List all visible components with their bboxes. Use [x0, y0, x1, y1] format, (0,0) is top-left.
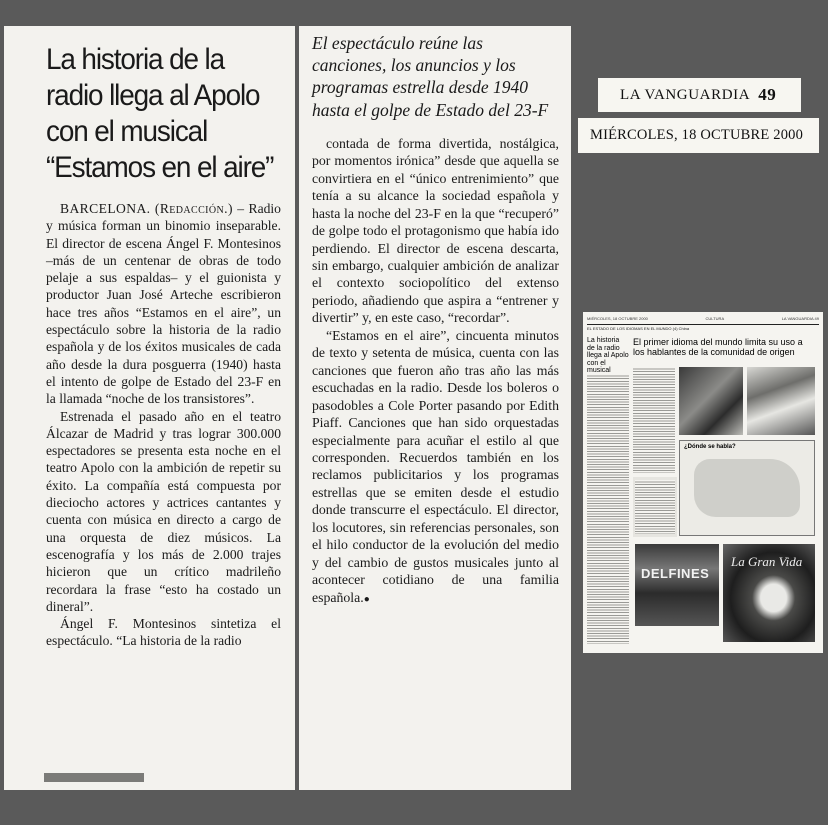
article-paragraph [312, 327, 559, 608]
dateline: BARCELONA. (Redacción.) – [60, 201, 245, 216]
thumbnail-section: CULTURA [705, 316, 725, 321]
newspaper-masthead [598, 78, 801, 112]
thumbnail-book-cover [723, 544, 815, 642]
thumbnail-book-cover [635, 544, 719, 626]
end-mark: ● [363, 593, 370, 605]
thumbnail-text-lines [633, 367, 675, 473]
thumbnail-text-lines [635, 480, 675, 534]
thumbnail-map [679, 440, 815, 536]
column-end-bar [44, 773, 144, 782]
page-number: 49 [758, 85, 777, 104]
date-text: MIÉRCOLES, 18 OCTUBRE 2000 [590, 127, 804, 143]
article-headline: La historia de la radio llega al Apolo con el musical “Estamos en el aire” [46, 43, 274, 184]
thumbnail-photo [679, 367, 743, 435]
page-thumbnail [583, 312, 823, 653]
publication-date [578, 118, 819, 153]
thumbnail-rule [587, 324, 819, 325]
article-paragraph [46, 200, 281, 408]
article-clipping-left [4, 26, 295, 790]
cover-title: La Gran Vida [731, 554, 803, 569]
paragraph-text: “Estamos en el aire”, cincuenta minutos de texto y setenta de música, cuenta con las canciones que fueron año tras año las más escuchadas en la radio. Desde los boleros o pasodobles a Cole Porter pasando por Edith Piaff. Canciones que han sido orquestadas especialmente para acuñar el estilo al que corresponden. Recuerdos también en los reclamos publicitarios y los programas estrellas que se emiten desde el estudio donde transcurre el espectáculo. El director, los locutores, sin referencias personales, son el hilo conductor de la evolución del medio y del cambio de gustos musicales junto al acontecer cotidiano de una familia española. [312, 327, 559, 605]
thumbnail-header [587, 316, 819, 324]
article-paragraph: Estrenada el pasado año en el teatro Álcazar de Madrid y tras lograr 300.000 espectadores se presenta esta noche en el teatro Apolo con la ambición de repetir su éxito. La compañía está compuesta por dieciocho actores y actrices cantantes y cuenta con música en directo a cargo de una orquesta de diez músicos. La escenografía y los más de 2.000 trajes hicieron que un crítico madrileño recordara la frase “esto ha costado un dineral”. [46, 408, 281, 614]
cover-title: DELFINES [641, 566, 710, 581]
thumbnail-paper: LA VANGUARDIA 49 [781, 316, 819, 321]
map-shape [694, 459, 800, 517]
article-clipping-middle [299, 26, 571, 790]
thumbnail-main-headline: El primer idioma del mundo limita su uso a los hablantes de la comunidad de origen [633, 337, 803, 357]
thumbnail-photo [747, 367, 815, 435]
thumbnail-text-lines [587, 374, 629, 644]
article-subheadline: El espectáculo reúne las canciones, los anuncios y los programas estrella desde 1940 hasta el golpe de Estado del 23-F [312, 33, 549, 120]
thumbnail-date: MIÉRCOLES, 18 OCTUBRE 2000 [587, 316, 648, 321]
map-title: ¿Dónde se habla? [684, 444, 736, 450]
article-paragraph: contada de forma divertida, nostálgica, por momentos irónica” desde que aquella se convirtiera en el “único entrenimiento” que tenía a su alcance la sociedad española y hasta la noche del 23-F en la que “recuperó” de golpe todo el protagonismo que había ido perdiendo. El director de escena descarta, sin embargo, cualquier ambición de analizar el contexto sociopolítico del extenso periodo, añadiendo que aspira a “entrener y divertir” y, en este caso, “recordar”. [312, 135, 559, 326]
paragraph-text: Radio y música forman un binomio inseparable. El director de escena Ángel F. Montesinos –más de un centenar de obras de todo pelaje a sus espaldas– y el guionista y productor Juan José Arteche escribieron hace tres años “Estamos en el aire”, un espectáculo sobre la historia de la radio española y de los éxitos musicales de cada año desde la dura posguerra (1940) hasta el intento de golpe de Estado del 23-F en la llamada “noche de los transistores”. [46, 201, 281, 407]
thumbnail-section-bar: EL ESTADO DE LOS IDIOMAS EN EL MUNDO (4) China [587, 326, 690, 331]
article-paragraph: Ángel F. Montesinos sintetiza el espectáculo. “La historia de la radio [46, 616, 281, 649]
thumbnail-small-headline: La historia de la radio llega al Apolo con el musical [587, 337, 629, 374]
newspaper-name: LA VANGUARDIA [620, 86, 751, 103]
